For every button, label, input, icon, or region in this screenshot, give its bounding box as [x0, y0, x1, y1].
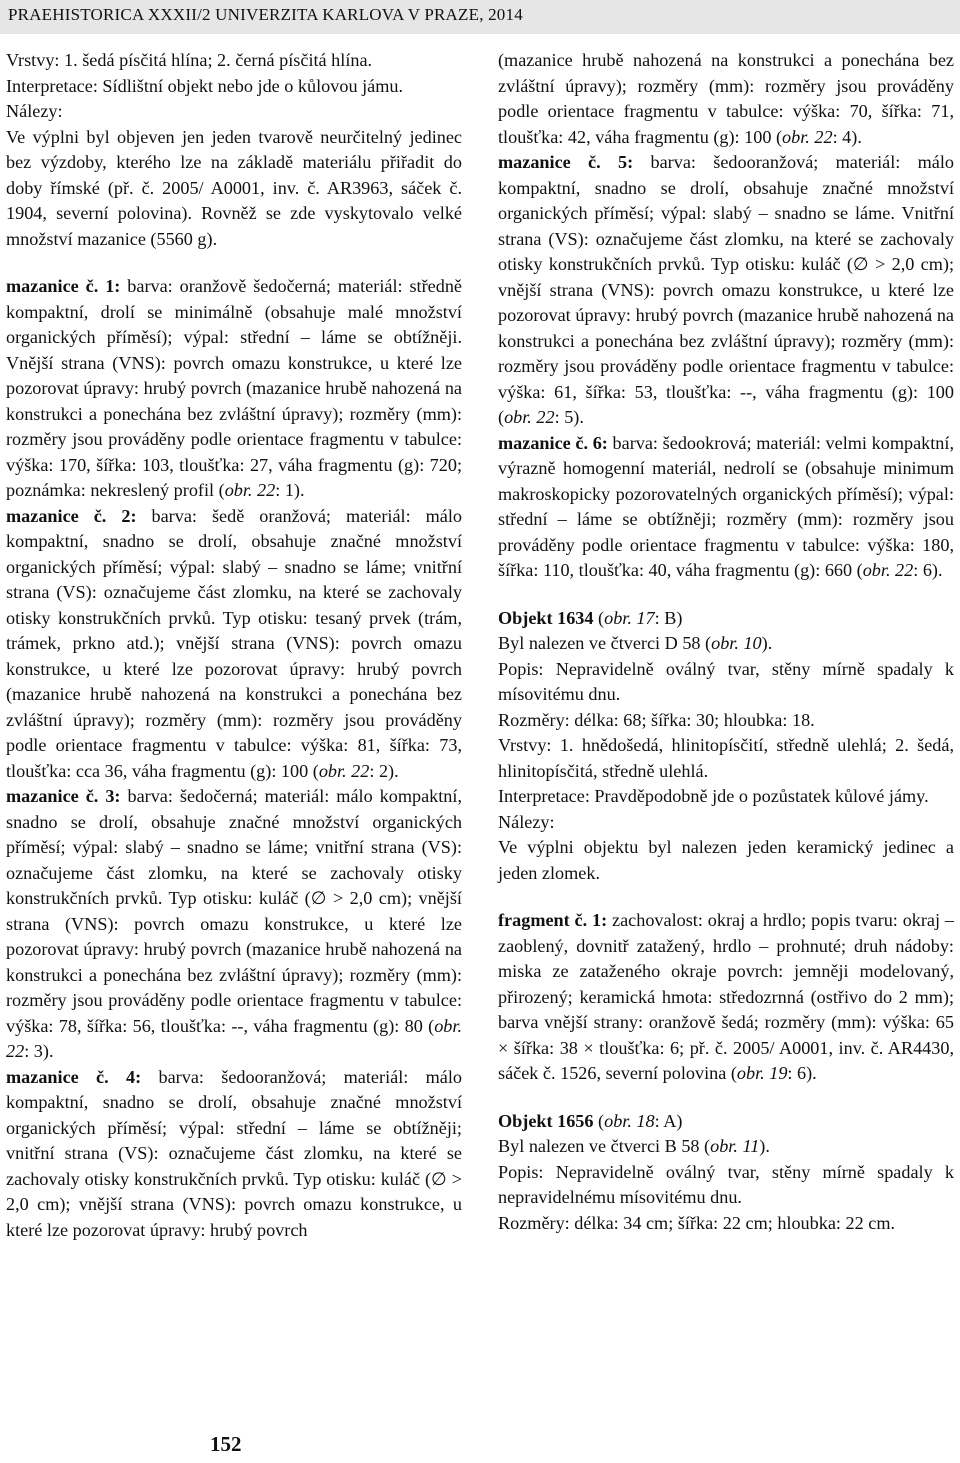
objekt-1634-paren-close: : B) — [654, 607, 683, 628]
mazanice-6-entry — [498, 431, 954, 584]
mazanice-4-text: barva: šedooranžová; materiál: málo kompaktní, snadno se drolí, obsahuje značné množství organických příměsí; výpal: střední – láme se obtížněji; vnitřní strana (VS): označujeme část zlomku, na které se zachovaly otisky konstrukčních prvků. Typ otisku: kuláč (∅ > 2,0 cm); vnější strana (VNS): povrch omazu konstrukce, u které lze pozorovat úpravy: hrubý povrch — [6, 1066, 462, 1240]
objekt-1656-paren-close: : A) — [654, 1110, 683, 1131]
mazanice-1-entry — [6, 274, 462, 504]
paragraph-gap — [498, 886, 954, 908]
mazanice-4-continuation — [498, 48, 954, 150]
finds-paragraph: Ve výplni byl objeven jen jeden tvarově neurčitelný jedinec bez výzdoby, kterého lze na základě materiálu přiřadit do doby římské (př. č. 2005/ A0001, inv. č. AR3963, sáček č. 1904, severní polovina). Rovněž se zde vyskytovalo velké množství mazanice (5560 g). — [6, 126, 462, 249]
mazanice-1-end: : 1). — [275, 480, 305, 500]
objekt-1656-location-end: ). — [759, 1136, 770, 1156]
fragment-1-end: : 6). — [787, 1063, 817, 1083]
fragment-1-figure-ref: obr. 19 — [736, 1063, 788, 1083]
layers-paragraph: Vrstvy: 1. šedá písčitá hlína; 2. černá písčitá hlína. — [6, 50, 373, 70]
objekt-1634-location — [498, 631, 954, 657]
running-head-text: PRAEHISTORICA XXXII/2 UNIVERZITA KARLOVA V PRAZE, 2014 — [8, 5, 523, 24]
objekt-1656-paren-open: ( — [593, 1110, 605, 1131]
paragraph-gap — [6, 252, 462, 274]
objekt-1634-location-end: ). — [761, 633, 773, 653]
objekt-1634-paren-open: ( — [593, 607, 605, 628]
mazanice-5-label: mazanice č. 5: — [498, 152, 634, 172]
mazanice-1-figure-ref: obr. 22 — [224, 480, 276, 500]
mazanice-3-text: barva: šedočerná; materiál: málo kompaktní, snadno se drolí, obsahuje značné množství organických příměsí; výpal: slabý – snadno se láme; vnitřní strana (VS): označujeme část zlomku, na které se zachovaly otisky konstrukčních prvků. Typ otisku: kuláč (∅ > 2,0 cm); vnější strana (VNS): povrch omazu konstrukce, u které lze pozorovat úpravy: hrubý povrch (mazanice hrubě nahozená na konstrukci a ponechána bez zvláštní úpravy); rozměry (mm): rozměry jsou prováděny podle orientace fragmentu v tabulce: výška: 78, šířka: 56, tloušťka: --, váha fragmentu (g): 80 ( — [6, 786, 462, 1036]
mazanice-5-entry — [498, 150, 954, 431]
mazanice-2-figure-ref: obr. 22 — [318, 760, 370, 781]
page-number: 152 — [210, 1432, 242, 1456]
fragment-1-text: zachovalost: okraj a hrdlo; popis tvaru: okraj – zaoblený, dovnitř zatažený, hrdlo – prohnuté; druh nádoby: miska ze zataženého okraje povrch: jemněji modelovaný, přirozený; keramická hmota: středozrnná (ostřivo do 2 mm); barva vnější strany: oranžově šedá; rozměry (mm): výška: 65 × šířka: 38 × tloušťka: 6; př. č. 2005/ A0001, inv. č. AR4430, sáček č. 1526, severní polovina ( — [498, 910, 954, 1083]
right-column — [498, 48, 954, 1236]
mazanice-1-text: barva: oranžově šedočerná; materiál: středně kompaktní, drolí se minimálně (obsahuje malé množství organických příměsí); výpal: střední – láme se obtížněji. Vnější strana (VNS): povrch omazu konstrukce, u které lze pozorovat úpravy: hrubý povrch (mazanice hrubě nahozená na konstrukci a ponechána bez zvláštní úpravy); rozměry (mm): rozměry jsou prováděny podle orientace fragmentu v tabulce: výška: 170, šířka: 103, tloušťka: 27, váha fragmentu (g): 720; poznámka: nekreslený profil ( — [6, 276, 462, 500]
objekt-1634-description: Popis: Nepravidelně oválný tvar, stěny mírně spadaly k mísovitému dnu. — [498, 658, 954, 704]
objekt-1634-finds-text: Ve výplni objektu byl nalezen jeden keramický jedinec a jeden zlomek. — [498, 837, 954, 883]
mazanice-5-text: barva: šedooranžová; materiál: málo kompaktní, snadno se drolí, obsahuje značné množství organických příměsí; výpal: slabý – snadno se láme. Vnitřní strana (VS): označujeme část zlomku, na které se zachovaly otisky konstrukčních prvků. Typ otisku: kuláč (∅ > 2,0 cm); vnější strana (VNS): povrch omazu konstrukce, u které lze pozorovat úpravy: hrubý povrch (mazanice hrubě nahozená na konstrukci a ponechána bez zvláštní úpravy); rozměry (mm): rozměry jsou prováděny podle orientace fragmentu v tabulce: výška: 61, šířka: 53, tloušťka: --, váha fragmentu (g): 100 ( — [498, 152, 954, 427]
mazanice-5-figure-ref: obr. 22 — [504, 407, 555, 427]
paragraph-gap — [498, 584, 954, 606]
running-header — [0, 0, 960, 34]
mazanice-4-figure-ref: obr. 22 — [782, 126, 833, 147]
mazanice-2-label: mazanice č. 2: — [6, 505, 137, 526]
objekt-1656-dimensions: Rozměry: délka: 34 cm; šířka: 22 cm; hloubka: 22 cm. — [498, 1212, 896, 1233]
objekt-1634-layers: Vrstvy: 1. hnědošedá, hlinitopísčití, středně ulehlá; 2. šedá, hlinitopísčitá, středně ulehlá. — [498, 735, 954, 781]
left-column — [6, 48, 462, 1243]
mazanice-4-cont-text: (mazanice hrubě nahozená na konstrukci a ponechána bez zvláštní úpravy); rozměry (mm): rozměry jsou prováděny podle orientace fragmentu v tabulce: výška: 70, šířka: 71, tloušťka: 42, váha fragmentu (g): 100 ( — [498, 50, 954, 147]
objekt-1634-dimensions: Rozměry: délka: 68; šířka: 30; hloubka: 18. — [498, 709, 815, 730]
mazanice-3-figure-ref: obr. 22 — [6, 1015, 462, 1061]
objekt-1634-location-ref: obr. 10 — [711, 633, 762, 653]
mazanice-4-entry — [6, 1065, 462, 1244]
paragraph-gap — [498, 1087, 954, 1109]
mazanice-2-end: : 2). — [369, 760, 399, 781]
objekt-1634-figure-ref: obr. 17 — [604, 607, 655, 628]
mazanice-6-text: barva: šedookrová; materiál: velmi kompaktní, výrazně homogenní materiál, nedrolí se (obsahuje minimum makroskopicky pozorovatelných organických příměsí); výpal: střední – láme se obtížněji; rozměry (mm): rozměry jsou prováděny podle orientace fragmentu v tabulce: výška: 180, šířka: 110, tloušťka: 40, váha fragmentu (g): 660 ( — [498, 432, 954, 580]
objekt-1656-location-ref: obr. 11 — [710, 1136, 760, 1156]
objekt-1634-finds-heading: Nálezy: — [498, 811, 555, 832]
mazanice-4-end: : 4). — [832, 126, 862, 147]
objekt-1656-figure-ref: obr. 18 — [604, 1110, 655, 1131]
mazanice-6-label: mazanice č. 6: — [498, 432, 608, 453]
mazanice-3-entry — [6, 784, 462, 1065]
objekt-1656-heading — [498, 1109, 954, 1135]
objekt-1634-heading — [498, 606, 954, 632]
objekt-1634-title: Objekt 1634 — [498, 607, 594, 628]
objekt-1634-location-text: Byl nalezen ve čtverci D 58 ( — [498, 633, 712, 653]
interpretation-paragraph: Interpretace: Sídlištní objekt nebo jde o kůlovou jámu. — [6, 75, 404, 96]
mazanice-2-text: barva: šedě oranžová; materiál: málo kompaktní, snadno se drolí, obsahuje značné množství organických příměsí; výpal: slabý – snadno se láme; vnitřní strana (VS): označujeme část zlomku, na které se zachovaly otisky konstrukčních prvků. Typ otisku: tesaný prvek (trám, trámek, prkno atd.); vnější strana (VNS): povrch omazu konstrukce, u které lze pozorovat úpravy: hrubý povrch (mazanice hrubě nahozená na konstrukci a ponechána bez zvláštní úpravy); rozměry (mm): rozměry jsou prováděny podle orientace fragmentu v tabulce: výška: 81, šířka: 73, tloušťka: cca 36, váha fragmentu (g): 100 ( — [6, 505, 462, 781]
mazanice-1-label: mazanice č. 1: — [6, 276, 121, 296]
mazanice-3-end: : 3). — [24, 1041, 54, 1061]
fragment-1-label: fragment č. 1: — [498, 910, 608, 930]
objekt-1656-location — [498, 1134, 954, 1160]
mazanice-2-entry — [6, 504, 462, 785]
mazanice-5-end: : 5). — [554, 407, 584, 427]
objekt-1656-description: Popis: Nepravidelně oválný tvar, stěny mírně spadaly k nepravidelnému mísovitému dnu. — [498, 1161, 954, 1207]
fragment-1-entry — [498, 908, 954, 1087]
mazanice-4-label: mazanice č. 4: — [6, 1066, 142, 1087]
objekt-1656-title: Objekt 1656 — [498, 1110, 594, 1131]
mazanice-6-figure-ref: obr. 22 — [862, 560, 914, 580]
mazanice-3-label: mazanice č. 3: — [6, 786, 121, 806]
finds-heading: Nálezy: — [6, 101, 63, 121]
objekt-1634-interpretation: Interpretace: Pravděpodobně jde o pozůstatek kůlové jámy. — [498, 786, 929, 806]
objekt-1656-location-text: Byl nalezen ve čtverci B 58 ( — [498, 1136, 711, 1156]
mazanice-6-end: : 6). — [913, 560, 943, 580]
